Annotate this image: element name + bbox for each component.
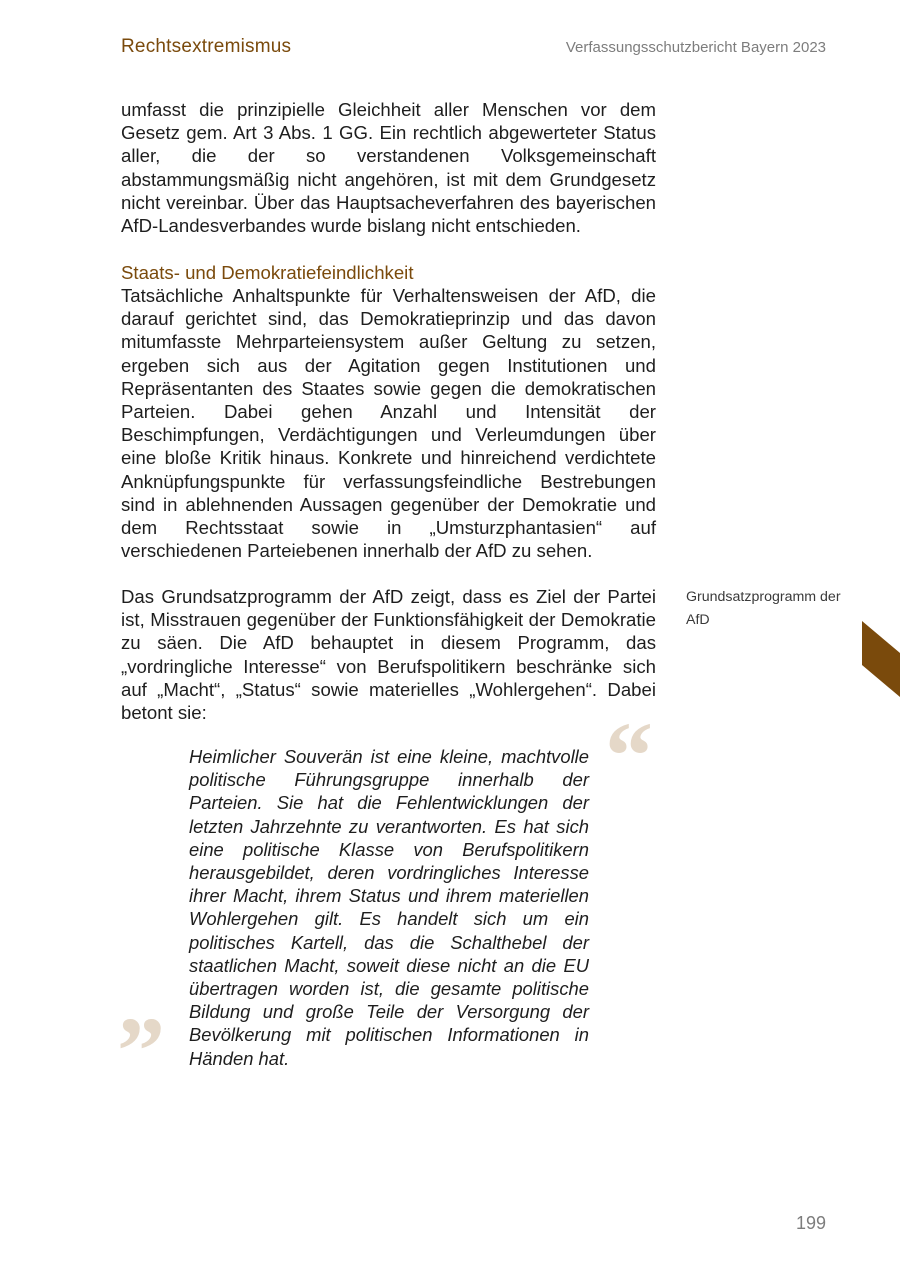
paragraph-equality: umfasst die prinzipielle Gleichheit aller Menschen vor dem Gesetz gem. Art 3 Abs. 1 GG. Ein rechtlich abgewerteter Status aller, die der so verstandenen Volksgemeinschaft abstammungsmäßig nicht angehören, ist mit dem Grundgesetz nicht vereinbar. Über das Hauptsacheverfahren des bayerischen AfD-Landesverbandes wurde bislang nicht entschieden. <box>121 99 656 237</box>
margin-note: Grundsatzprogramm der AfD <box>686 589 841 628</box>
paragraph-anti-democracy: Tatsächliche Anhaltspunkte für Verhaltensweisen der AfD, die darauf gerichtet sind, das Demokratieprinzip und das davon mitumfasste Mehrparteiensystem außer Geltung zu setzen, ergeben sich aus der Agitation gegen Institutionen und Repräsentanten des Staates sowie gegen die demokratischen Parteien. Dabei gehen Anzahl und Intensität der Beschimpfungen, Verdächtigungen und Verleumdungen über eine bloße Kritik hinaus. Konkrete und hinreichend verdichtete Anknüpfungspunkte für verfassungsfeindliche Bestrebungen sind in ablehnenden Aussagen gegenüber der Demokratie und dem Rechtsstaat sowie in „Umsturzphantasien“ auf verschiedenen Parteiebenen innerhalb der AfD zu sehen. <box>121 285 656 562</box>
block-quote: Heimlicher Souverän ist eine kleine, machtvolle politische Führungsgruppe innerhalb der Parteien. Sie hat die Fehlentwicklungen der letzten Jahrzehnte zu verantworten. Es hat sich eine politische Klasse von Berufspolitikern herausgebildet, deren vordringliches Interesse ihrer Macht, ihrem Status und ihrem materiellen Wohlergehen gilt. Es handelt sich um ein politisches Kartell, das die Schalthebel der staatlichen Macht, soweit diese nicht an die EU übertragen worden ist, die gesamte politische Bildung und große Teile der Versorgung der Bevölkerung mit politischen Informationen in Händen hat. <box>189 746 589 1069</box>
page-number: 199 <box>795 1213 826 1233</box>
running-header-publication: Verfassungsschutzbericht Bayern 2023 <box>565 39 826 56</box>
opening-quote-mark-icon: “ <box>605 702 653 809</box>
section-heading: Staats- und Demokratiefeindlichkeit <box>121 262 414 283</box>
paragraph-party-program: Das Grundsatzprogramm der AfD zeigt, dass es Ziel der Partei ist, Misstrauen gegenüber der Funktionsfähigkeit der Demokratie zu säen. Die AfD behauptet in diesem Programm, das „vordringliche Interesse“ von Berufspolitikern beschränke sich auf „Macht“, „Status“ sowie materielles „Wohlergehen“. Dabei betont sie: <box>121 586 656 724</box>
chapter-edge-tab <box>862 621 900 697</box>
closing-quote-mark-icon: ” <box>117 997 165 1104</box>
running-header-section: Rechtsextremismus <box>121 36 292 57</box>
